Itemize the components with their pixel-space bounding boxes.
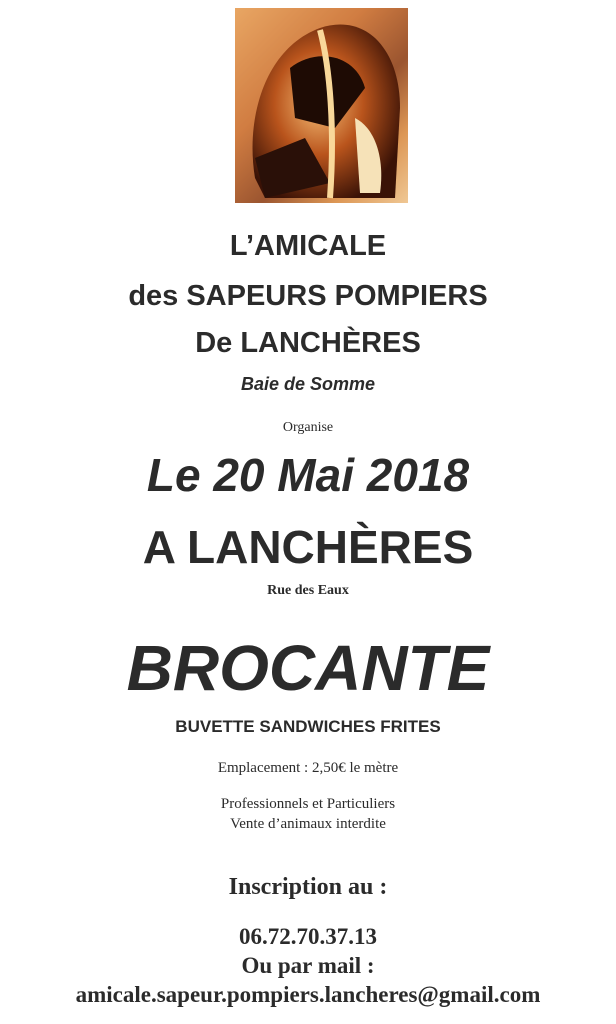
email-address: amicale.sapeur.pompiers.lancheres@gmail.com <box>75 982 541 1007</box>
firefighter-helmet-photo <box>235 8 408 203</box>
price-text: Emplacement : 2,50€ le mètre <box>217 760 399 776</box>
event-place: A LANCHÈRES <box>142 521 474 573</box>
mail-label: Ou par mail : <box>241 953 375 978</box>
services-text: BUVETTE SANDWICHES FRITES <box>175 717 441 736</box>
event-title: BROCANTE <box>126 632 490 704</box>
inscription-heading: Inscription au : <box>228 874 388 900</box>
event-street: Rue des Eaux <box>267 583 349 598</box>
audience-text: Professionnels et Particuliers <box>220 796 396 812</box>
phone-number: 06.72.70.37.13 <box>239 924 377 949</box>
event-date: Le 20 Mai 2018 <box>146 449 470 501</box>
title-line-1: L’AMICALE <box>229 230 387 262</box>
organise-text: Organise <box>282 420 334 435</box>
subtitle: Baie de Somme <box>240 374 376 394</box>
restriction-text: Vente d’animaux interdite <box>230 816 386 832</box>
title-line-3: De LANCHÈRES <box>195 327 421 359</box>
title-line-2: des SAPEURS POMPIERS <box>128 280 488 312</box>
